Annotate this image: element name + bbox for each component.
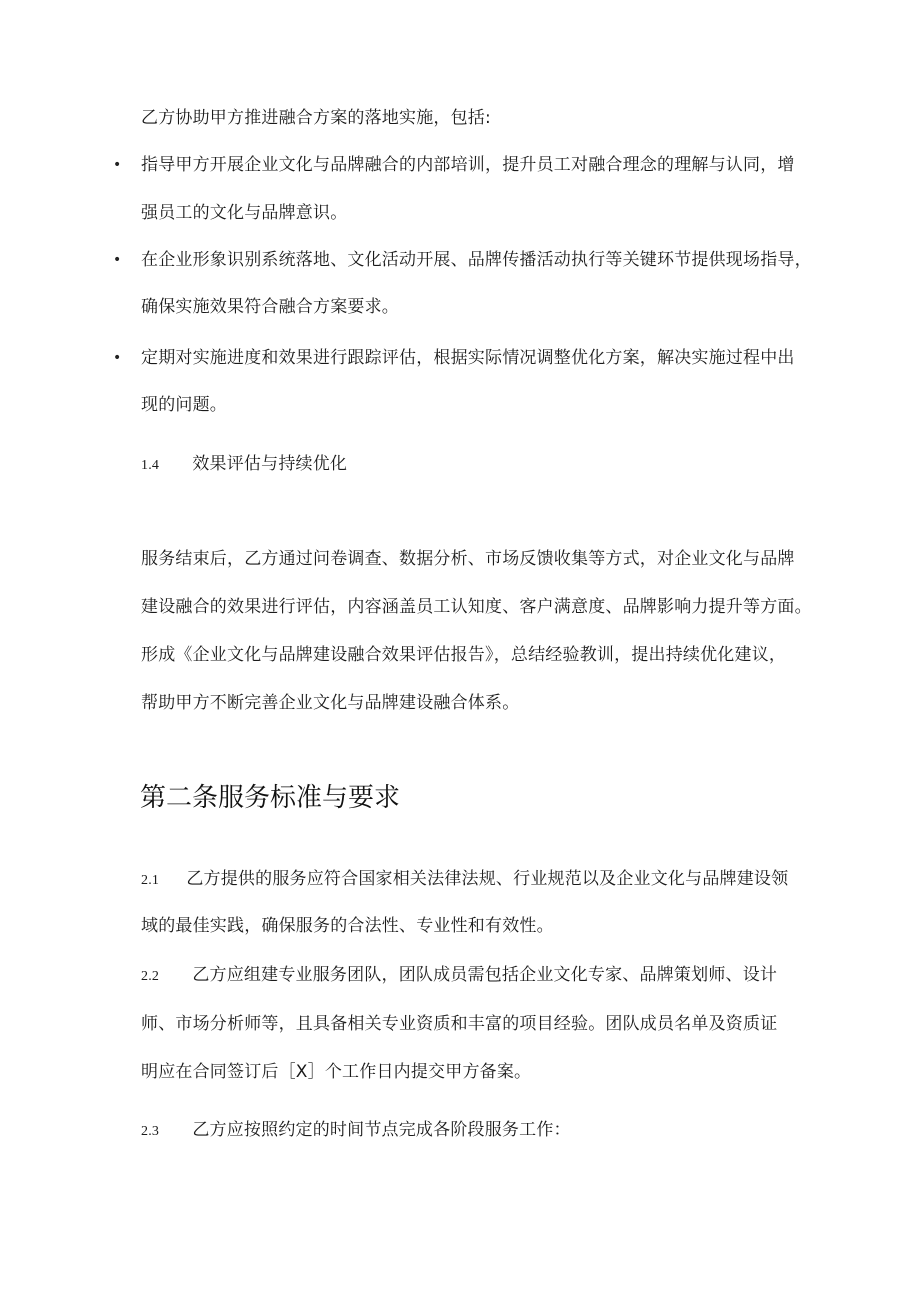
- item-text: 乙方应按照约定的时间节点完成各阶段服务工作：: [192, 1120, 571, 1140]
- section-1-4-line-3: 形成《企业文化与品牌建设融合效果评估报告》，总结经验教训，提出持续优化建议，: [141, 645, 787, 665]
- bullet-3-line-2: 现的问题。: [141, 395, 227, 415]
- section-1-4-line-1: 服务结束后，乙方通过问卷调查、数据分析、市场反馈收集等方式，对企业文化与品牌: [141, 549, 795, 569]
- bullet-1-line-1: 指导甲方开展企业文化与品牌融合的内部培训，提升员工对融合理念的理解与认同，增: [141, 155, 795, 175]
- bullet-2-line-1: 在企业形象识别系统落地、文化活动开展、品牌传播活动执行等关键环节提供现场指导，: [141, 250, 812, 270]
- section-1-4-line-2: 建设融合的效果进行评估，内容涵盖员工认知度、客户满意度、品牌影响力提升等方面。: [141, 597, 812, 617]
- bullet-2-line-2: 确保实施效果符合融合方案要求。: [141, 297, 399, 317]
- section-number: 1.4: [141, 458, 160, 473]
- article-2-heading: 第二条服务标准与要求: [140, 783, 401, 813]
- item-2-2-line-3: 明应在合同签订后［X］个工作日内提交甲方备案。: [141, 1062, 532, 1082]
- item-2-1-line-1: [141, 867, 788, 893]
- item-text: 乙方提供的服务应符合国家相关法律法规、行业规范以及企业文化与品牌建设领: [186, 869, 789, 889]
- item-text: 乙方应组建专业服务团队，团队成员需包括企业文化专家、品牌策划师、设计: [192, 965, 778, 985]
- bullet-dot-icon: •: [113, 350, 122, 366]
- item-2-1-line-2: 域的最佳实践，确保服务的合法性、专业性和有效性。: [141, 916, 554, 936]
- section-1-4-heading: [141, 452, 347, 478]
- bullet-1-line-2: 强员工的文化与品牌意识。: [141, 203, 348, 223]
- section-1-4-line-4: 帮助甲方不断完善企业文化与品牌建设融合体系。: [141, 693, 520, 713]
- item-number: 2.1: [141, 873, 160, 888]
- section-title: 效果评估与持续优化: [192, 454, 348, 474]
- item-2-3-line-1: [141, 1118, 571, 1144]
- item-number: 2.2: [141, 969, 160, 984]
- bullet-dot-icon: •: [113, 252, 122, 268]
- item-number: 2.3: [141, 1124, 160, 1139]
- bullet-3-line-1: 定期对实施进度和效果进行跟踪评估，根据实际情况调整优化方案，解决实施过程中出: [141, 348, 795, 368]
- item-2-2-line-1: [141, 963, 777, 989]
- intro-paragraph: 乙方协助甲方推进融合方案的落地实施，包括:: [141, 108, 491, 128]
- bullet-dot-icon: •: [113, 157, 122, 173]
- item-2-2-line-2: 师、市场分析师等，且具备相关专业资质和丰富的项目经验。团队成员名单及资质证: [141, 1014, 778, 1034]
